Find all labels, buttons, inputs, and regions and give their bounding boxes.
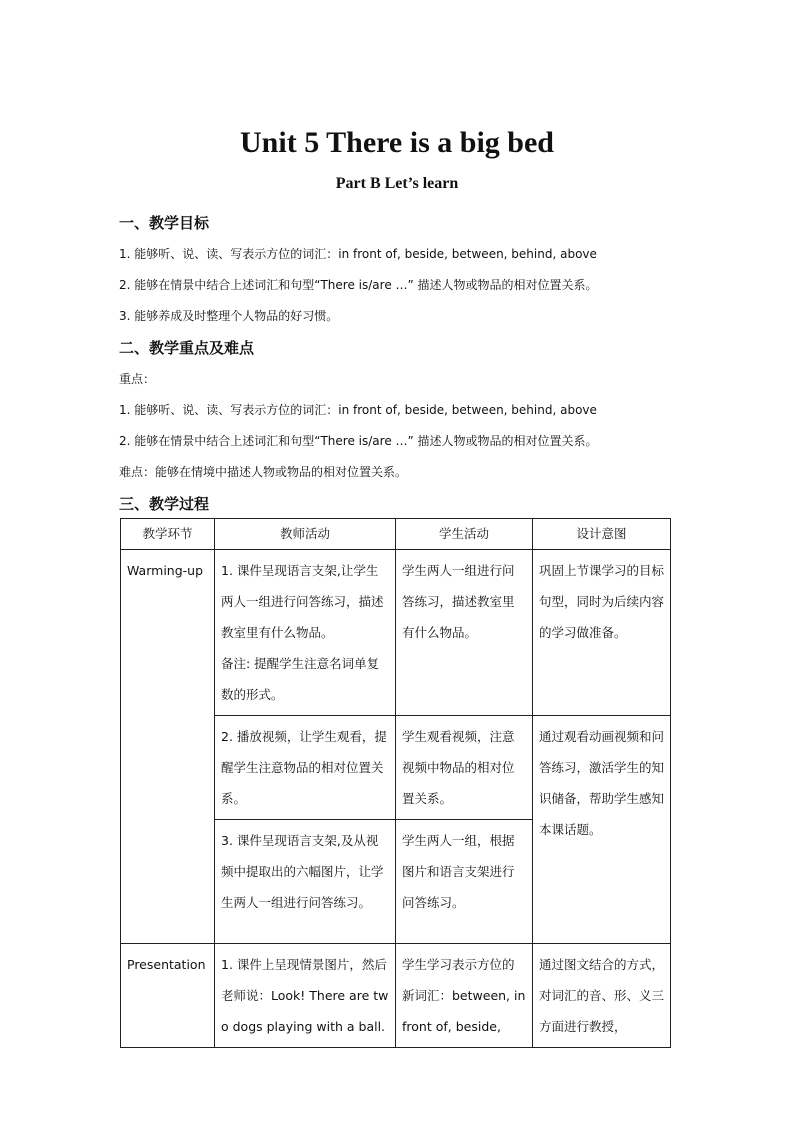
teacher-activity-cell: 1. 课件上呈现情景图片，然后老师说：Look! There are two dogs playing with a ball. [215, 944, 396, 1048]
design-intent-cell: 通过图文结合的方式，对词汇的音、形、义三方面进行教授， [533, 944, 671, 1048]
section-heading-key-points: 二、教学重点及难点 [119, 339, 255, 357]
stage-cell-presentation: Presentation [121, 944, 215, 1048]
student-activity-cell: 学生两人一组进行问答练习，描述教室里有什么物品。 [396, 550, 533, 716]
student-activity-cell: 学生两人一组，根据图片和语言支架进行问答练习。 [396, 820, 533, 944]
difficulty-line: 难点：能够在情境中描述人物或物品的相对位置关系。 [119, 465, 408, 479]
table-header-row [121, 519, 671, 550]
header-stage: 教学环节 [121, 519, 215, 550]
key-point-item: 1. 能够听、说、读、写表示方位的词汇：in front of, beside, between, behind, above [119, 403, 597, 417]
document-title: Unit 5 There is a big bed [240, 126, 554, 159]
header-student-activity: 学生活动 [396, 519, 533, 550]
student-activity-cell: 学生学习表示方位的新词汇：between, in front of, beside, [396, 944, 533, 1048]
teacher-activity-cell: 3. 课件呈现语言支架,及从视频中提取出的六幅图片，让学生两人一组进行问答练习。 [215, 820, 396, 944]
document-subtitle: Part B Let’s learn [335, 175, 459, 192]
teaching-process-table [120, 518, 671, 1048]
table-row [121, 944, 671, 1048]
key-points-label: 重点： [119, 372, 156, 386]
objective-item: 1. 能够听、说、读、写表示方位的词汇：in front of, beside, between, behind, above [119, 247, 597, 261]
stage-cell-warmup: Warming-up [121, 550, 215, 944]
teacher-activity-cell: 1. 课件呈现语言支架,让学生两人一组进行问答练习，描述教室里有什么物品。 备注: 提醒学生注意名词单复数的形式。 [215, 550, 396, 716]
section-heading-objectives: 一、教学目标 [119, 214, 210, 232]
teacher-activity-cell: 2. 播放视频，让学生观看，提醒学生注意物品的相对位置关系。 [215, 716, 396, 820]
table-row [121, 550, 671, 716]
student-activity-cell: 学生观看视频，注意视频中物品的相对位置关系。 [396, 716, 533, 820]
key-point-item: 2. 能够在情景中结合上述词汇和句型“There is/are …” 描述人物或物品的相对位置关系。 [119, 434, 598, 448]
header-design-intent: 设计意图 [533, 519, 671, 550]
objective-item: 3. 能够养成及时整理个人物品的好习惯。 [119, 309, 339, 323]
header-teacher-activity: 教师活动 [215, 519, 396, 550]
design-intent-cell: 通过观看动画视频和问答练习，激活学生的知识储备，帮助学生感知本课话题。 [533, 716, 671, 944]
section-heading-process: 三、教学过程 [119, 495, 210, 513]
design-intent-cell: 巩固上节课学习的目标句型，同时为后续内容的学习做准备。 [533, 550, 671, 716]
objective-item: 2. 能够在情景中结合上述词汇和句型“There is/are …” 描述人物或物品的相对位置关系。 [119, 278, 598, 292]
